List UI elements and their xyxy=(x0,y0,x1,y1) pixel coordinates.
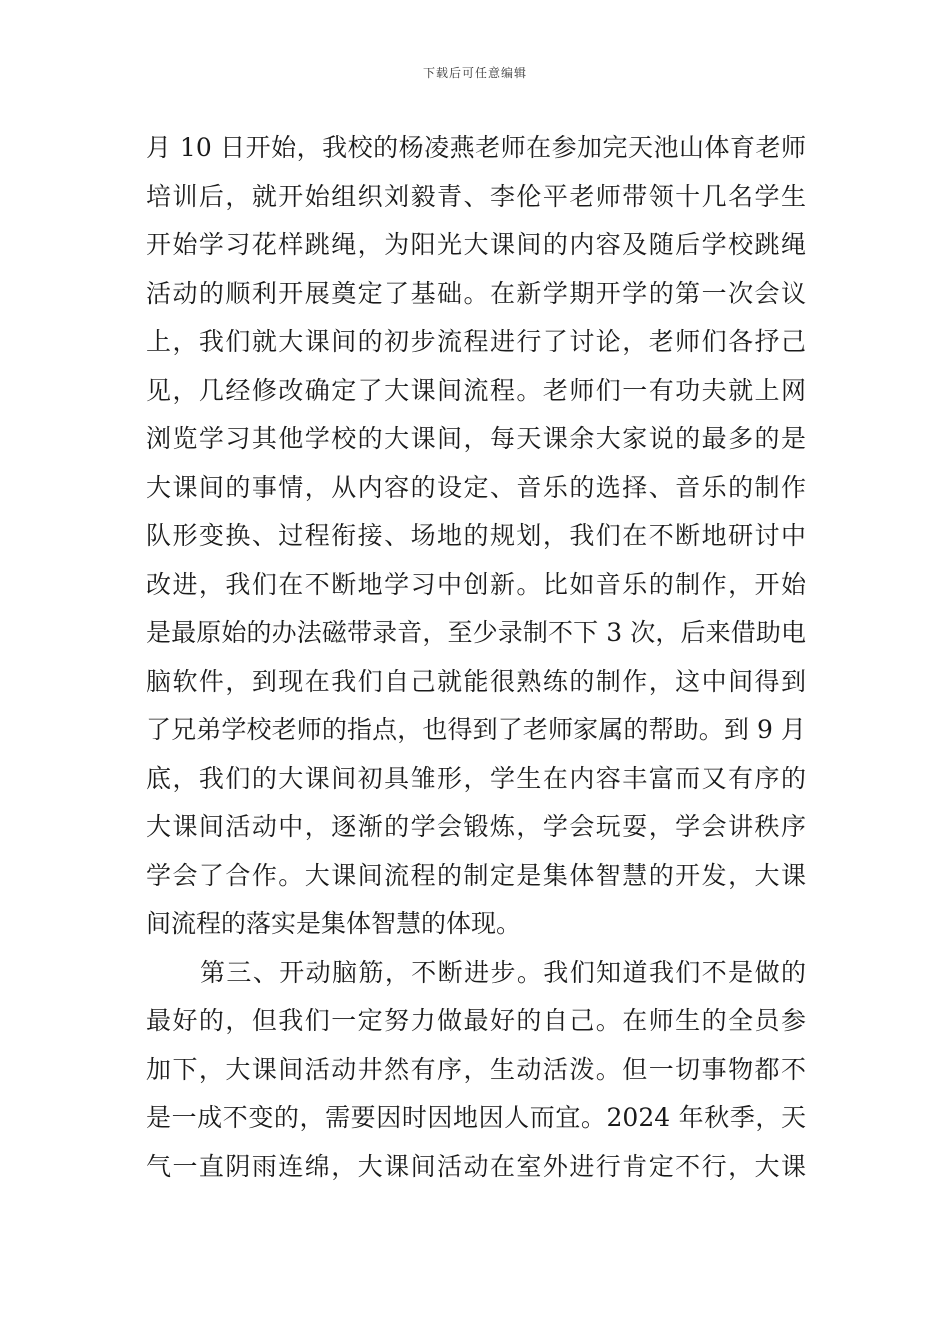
text-line: 大课间的事情，从内容的设定、音乐的选择、音乐的制作 xyxy=(146,472,806,502)
text-line: 培训后，就开始组织刘毅青、李伦平老师带领十几名学生 xyxy=(146,181,806,211)
text-line: 队形变换、过程衔接、场地的规划，我们在不断地研讨中 xyxy=(146,521,806,550)
text-line: 气一直阴雨连绵，大课间活动在室外进行肯定不行，大课 xyxy=(146,1151,806,1181)
text-line: 加下，大课间活动井然有序，生动活泼。但一切事物都不 xyxy=(146,1054,806,1084)
text-line: 底，我们的大课间初具雏形，学生在内容丰富而又有序的 xyxy=(146,763,806,793)
text-line: 最好的，但我们一定努力做最好的自己。在师生的全员参 xyxy=(146,1006,806,1035)
text-line: 大课间活动中，逐渐的学会锻炼，学会玩耍，学会讲秩序 xyxy=(146,812,806,841)
text-line: 上，我们就大课间的初步流程进行了讨论，老师们各抒己 xyxy=(146,327,806,356)
text-line: 改进，我们在不断地学习中创新。比如音乐的制作，开始 xyxy=(146,569,806,599)
text-line: 见，几经修改确定了大课间流程。老师们一有功夫就上网 xyxy=(146,375,806,405)
page-header: 下载后可任意编辑 xyxy=(422,66,527,80)
text-line: 了兄弟学校老师的指点，也得到了老师家属的帮助。到 9 月 xyxy=(146,715,806,744)
text-line: 月 10 日开始，我校的杨凌燕老师在参加完天池山体育老师 xyxy=(146,133,806,162)
document-body xyxy=(146,124,806,1191)
text-line: 学会了合作。大课间流程的制定是集体智慧的开发，大课 xyxy=(146,860,806,890)
text-line: 开始学习花样跳绳，为阳光大课间的内容及随后学校跳绳 xyxy=(146,230,806,259)
text-line: 浏览学习其他学校的大课间，每天课余大家说的最多的是 xyxy=(146,424,806,453)
text-line: 脑软件，到现在我们自己就能很熟练的制作，这中间得到 xyxy=(146,666,806,696)
text-line: 是一成不变的，需要因时因地因人而宜。2024 年秋季，天 xyxy=(146,1103,806,1132)
paragraph-2 xyxy=(146,949,806,1192)
text-line: 第三、开动脑筋，不断进步。我们知道我们不是做的 xyxy=(200,957,806,987)
text-line: 活动的顺利开展奠定了基础。在新学期开学的第一次会议 xyxy=(146,278,806,308)
text-line: 间流程的落实是集体智慧的体现。 xyxy=(146,909,522,938)
text-line: 是最原始的办法磁带录音，至少录制不下 3 次，后来借助电 xyxy=(146,618,806,647)
paragraph-1 xyxy=(146,124,806,949)
